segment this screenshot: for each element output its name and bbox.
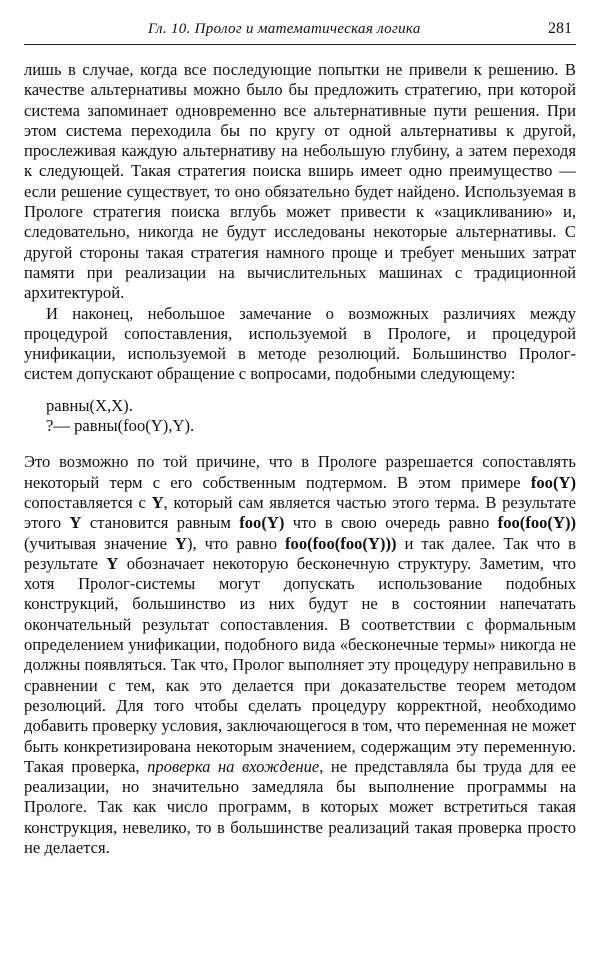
term-y: Y xyxy=(175,533,187,553)
p3-text-7: ), что равно xyxy=(187,533,285,553)
p3-text-8: и так далее. Так что в результате xyxy=(24,533,576,573)
code-example xyxy=(46,396,576,437)
code-line-1: равны(X,X). xyxy=(46,395,133,415)
paragraph-3 xyxy=(24,452,576,858)
term-y: Y xyxy=(69,513,82,533)
term-foo-y: foo(Y) xyxy=(239,513,285,533)
p3-text-4: становится равным xyxy=(81,513,240,533)
paragraph-2: И наконец, небольшое замечание о возможных различиях между процедурой сопоставления, используемой в Прологе, и процедурой унификации, используемой в методе резолюций. Большинство Пролог-систем допускают обращение с вопросами, подобными следующему: xyxy=(24,303,576,384)
page-number: 281 xyxy=(548,20,572,37)
occurs-check-term: проверка на вхождение xyxy=(147,756,320,776)
page-body xyxy=(24,60,576,858)
term-y: Y xyxy=(106,553,119,573)
p3-text-1: Это возможно по той причине, что в Прологе разрешается сопоставлять некоторый терм с его собственным подтермом. В этом примере xyxy=(24,452,576,492)
p3-text-10: , не представляла бы труда для ее реализации, но значительно замедляла бы выполнение программы на Прологе. Так как число программ, в которых может встретиться такая конструкция, невелико, то в большинстве реализаций такая проверка просто не делается. xyxy=(24,756,576,857)
term-foo-foo-foo-y: foo(foo(foo(Y))) xyxy=(285,533,397,553)
p3-text-6: (учитывая значение xyxy=(24,533,176,553)
paragraph-1: лишь в случае, когда все последующие попытки не привели к решению. В качестве альтернативы можно было бы предложить стратегию, при которой система запоминает одновременно все альтернативные пути решения. При этом система переходила бы по кругу от одной альтернативы к другой, прослеживая каждую альтернативу на небольшую глубину, а затем переходя к следующей. Такая стратегия поиска вширь имеет одно преимущество — если решение существует, то оно обязательно будет найдено. Используемая в Прологе стратегия поиска вглубь может привести к «зацикливанию» и, следовательно, никогда не будут исследованы некоторые альтернативы. С другой стороны такая стратегия намного проще и требует меньших затрат памяти при реализации на вычислительных машинах с традиционной архитектурой. xyxy=(24,60,576,303)
term-y: Y xyxy=(151,492,164,512)
term-foo-foo-y: foo(foo(Y)) xyxy=(497,513,576,533)
p3-text-9: обозначает некоторую бесконечную структуру. Заметим, что хотя Пролог-системы могут допускать использование подобных конструкций, большинство из них будут не в состоянии напечатать окончательный результат сопоставления. В соответствии с формальным определением унификации, подобного вида «бесконечные термы» никогда не должны появляться. Так что, Пролог выполняет эту процедуру неправильно в сравнении с тем, как это делается при доказательстве теорем методом резолюций. Для того чтобы сделать процедуру корректной, необходимо добавить проверку условия, заключающегося в том, что переменная не может быть конкретизирована некоторым значением, содержащим эту переменную. Такая проверка, xyxy=(24,553,576,776)
code-line-2: ?— равны(foo(Y),Y). xyxy=(46,416,195,436)
p3-text-5: что в свою очередь равно xyxy=(284,513,498,533)
term-foo-y: foo(Y) xyxy=(530,472,576,492)
p3-text-2: сопоставляется с xyxy=(24,492,152,512)
running-title: Гл. 10. Пролог и математическая логика xyxy=(148,21,421,37)
page-header xyxy=(24,18,576,45)
p3-text-3: , который сам является частью этого терма. В результате этого xyxy=(24,492,576,533)
